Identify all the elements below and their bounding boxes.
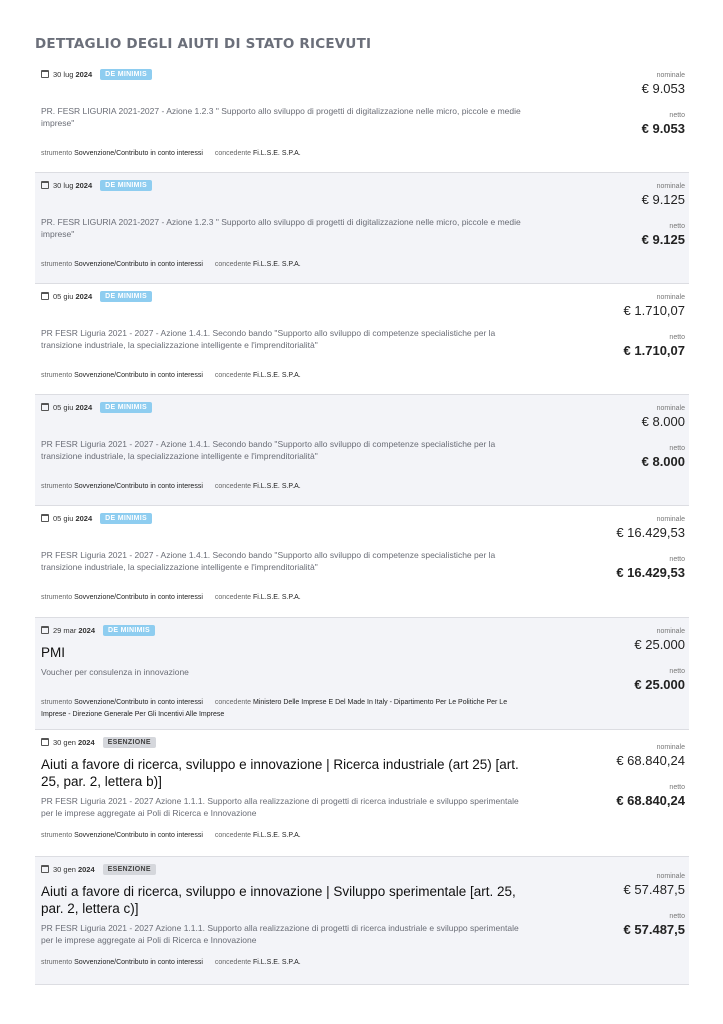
nominale-amount: € 1.710,07 [623,303,685,318]
date-year: 2024 [77,864,95,874]
net-amount-block [634,668,685,692]
card-footer [41,830,511,842]
card-meta [41,623,683,637]
netto-label: netto [669,445,685,452]
aid-card [35,857,689,985]
card-meta [41,400,683,414]
aid-card [35,506,689,618]
net-amount-block [642,445,685,469]
concedente-label: concedente [214,832,252,839]
strumento-value: Sovvenzione/Contributo in conto interessi [74,832,203,839]
aid-type-badge: ESENZIONE [103,737,156,748]
calendar-icon [41,738,49,746]
card-footer [41,697,511,721]
aid-card [35,62,689,173]
card-footer [41,481,511,493]
nominal-amount-block [642,72,685,96]
netto-label: netto [669,112,685,119]
strumento-value: Sovvenzione/Contributo in conto interessi [74,150,203,157]
aid-card [35,618,689,730]
card-meta [41,67,683,81]
concedente-value: Fi.L.S.E. S.P.A. [253,372,301,379]
nominal-amount-block [634,628,685,652]
concedente-value: Fi.L.S.E. S.P.A. [253,483,301,490]
card-body [41,756,531,819]
card-footer [41,148,511,160]
concedente-value: Fi.L.S.E. S.P.A. [253,150,301,157]
calendar-icon [41,292,49,300]
nominale-amount: € 8.000 [641,414,685,429]
concedente-value: Fi.L.S.E. S.P.A. [253,959,301,966]
netto-amount: € 9.125 [641,232,685,247]
date-year: 2024 [78,625,96,635]
aid-type-badge: DE MINIMIS [103,625,155,636]
net-amount-block [642,112,685,136]
nominale-label: nominale [656,744,685,751]
netto-amount: € 8.000 [641,454,685,469]
aid-card [35,395,689,506]
card-meta [41,289,683,303]
date-year: 2024 [75,402,93,412]
aid-description: Voucher per consulenza in innovazione [41,667,189,677]
net-amount-block [616,784,685,808]
aid-title: Aiuti a favore di ricerca, sviluppo e innovazione | Ricerca industriale (art 25) [art. 25, par. 2, lettera b)] [41,757,519,789]
card-meta [41,511,683,525]
nominale-label: nominale [656,294,685,301]
strumento-value: Sovvenzione/Contributo in conto interessi [74,261,203,268]
concedente-label: concedente [214,372,252,379]
date-day: 05 giu [53,513,74,523]
date-day: 29 mar [53,625,77,635]
concedente-label: concedente [214,483,252,490]
nominal-amount-block [616,744,685,768]
netto-amount: € 68.840,24 [616,793,685,808]
card-body [41,105,531,129]
card-meta [41,178,683,192]
card-body [41,644,531,678]
strumento-value: Sovvenzione/Contributo in conto interessi [74,594,203,601]
nominale-amount: € 57.487,5 [623,882,685,897]
aid-description: PR FESR Liguria 2021 - 2027 - Azione 1.4.1. Secondo bando "Supporto allo sviluppo di competenze specialistiche per la transizione industriale, la specializzazione intelligente e l'imprenditorialità" [41,439,496,461]
netto-amount: € 57.487,5 [623,922,685,937]
aid-card [35,284,689,395]
concedente-value: Fi.L.S.E. S.P.A. [253,832,301,839]
card-body [41,438,531,462]
strumento-value: Sovvenzione/Contributo in conto interessi [74,959,203,966]
calendar-icon [41,403,49,411]
concedente-label: concedente [214,261,252,268]
aid-description: PR. FESR LIGURIA 2021-2027 - Azione 1.2.3 " Supporto allo sviluppo di progetti di digitalizzazione nelle micro, piccole e medie imprese" [41,106,521,128]
strumento-label: strumento [41,699,73,706]
strumento-label: strumento [41,959,73,966]
concedente-label: concedente [214,959,252,966]
aid-card [35,173,689,284]
netto-label: netto [669,784,685,791]
nominale-amount: € 25.000 [634,637,685,652]
aid-description: PR FESR Liguria 2021 - 2027 - Azione 1.4.1. Secondo bando "Supporto allo sviluppo di competenze specialistiche per la transizione industriale, la specializzazione intelligente e l'imprenditorialità" [41,328,496,350]
calendar-icon [41,626,49,634]
nominal-amount-block [624,294,685,318]
nominale-label: nominale [656,183,685,190]
net-amount-block [642,223,685,247]
concedente-value: Fi.L.S.E. S.P.A. [253,594,301,601]
aid-description: PR FESR Liguria 2021 - 2027 Azione 1.1.1. Supporto alla realizzazione di progetti di ricerca industriale e sviluppo sperimentale per le imprese aggregate ai Poli di Ricerca e Innovazione [41,796,519,818]
card-meta [41,862,683,876]
aid-list [35,62,689,985]
aid-description: PR FESR Liguria 2021 - 2027 Azione 1.1.1. Supporto alla realizzazione di progetti di ricerca industriale e sviluppo sperimentale per le imprese aggregate ai Poli di Ricerca e Innovazione [41,923,519,945]
strumento-label: strumento [41,372,73,379]
aid-card [35,730,689,857]
netto-label: netto [669,334,685,341]
card-meta [41,735,683,749]
netto-amount: € 16.429,53 [616,565,685,580]
nominal-amount-block [624,873,685,897]
card-footer [41,259,511,271]
section-heading: DETTAGLIO DEGLI AIUTI DI STATO RICEVUTI [35,36,372,52]
card-body [41,883,531,946]
card-body [41,549,531,573]
date-day: 30 gen [53,864,76,874]
date-year: 2024 [77,737,95,747]
nominale-amount: € 16.429,53 [616,525,685,540]
strumento-value: Sovvenzione/Contributo in conto interessi [74,372,203,379]
aid-description: PR FESR Liguria 2021 - 2027 - Azione 1.4.1. Secondo bando "Supporto allo sviluppo di competenze specialistiche per la transizione industriale, la specializzazione intelligente e l'imprenditorialità" [41,550,496,572]
netto-label: netto [669,223,685,230]
date-day: 30 lug [53,69,74,79]
aid-title: Aiuti a favore di ricerca, sviluppo e innovazione | Sviluppo sperimentale [art. 25, par. 2, lettera c)] [41,884,516,916]
aid-type-badge: DE MINIMIS [100,180,152,191]
netto-amount: € 9.053 [641,121,685,136]
concedente-value: Fi.L.S.E. S.P.A. [253,261,301,268]
nominale-label: nominale [656,405,685,412]
calendar-icon [41,514,49,522]
aid-type-badge: DE MINIMIS [100,291,152,302]
card-footer [41,592,511,604]
netto-amount: € 1.710,07 [623,343,685,358]
strumento-value: Sovvenzione/Contributo in conto interessi [74,483,203,490]
strumento-label: strumento [41,483,73,490]
date-year: 2024 [75,69,93,79]
net-amount-block [624,334,685,358]
date-year: 2024 [75,291,93,301]
netto-amount: € 25.000 [634,677,685,692]
date-day: 30 lug [53,180,74,190]
aid-description: PR. FESR LIGURIA 2021-2027 - Azione 1.2.3 " Supporto allo sviluppo di progetti di digitalizzazione nelle micro, piccole e medie imprese" [41,217,521,239]
date-day: 05 giu [53,402,74,412]
card-body [41,216,531,240]
nominale-label: nominale [656,628,685,635]
card-footer [41,957,511,969]
nominale-amount: € 68.840,24 [616,753,685,768]
concedente-label: concedente [214,594,252,601]
nominale-label: nominale [656,873,685,880]
nominal-amount-block [642,183,685,207]
netto-label: netto [669,668,685,675]
aid-type-badge: ESENZIONE [103,864,156,875]
strumento-label: strumento [41,261,73,268]
calendar-icon [41,70,49,78]
strumento-value: Sovvenzione/Contributo in conto interessi [74,699,203,706]
aid-title: PMI [41,645,66,660]
nominale-amount: € 9.125 [641,192,685,207]
net-amount-block [624,913,685,937]
date-year: 2024 [75,180,93,190]
nominale-amount: € 9.053 [641,81,685,96]
nominal-amount-block [642,405,685,429]
calendar-icon [41,865,49,873]
nominale-label: nominale [656,516,685,523]
nominale-label: nominale [656,72,685,79]
concedente-label: concedente [214,150,252,157]
strumento-label: strumento [41,594,73,601]
aid-type-badge: DE MINIMIS [100,402,152,413]
strumento-label: strumento [41,832,73,839]
concedente-label: concedente [214,699,252,706]
card-footer [41,370,511,382]
calendar-icon [41,181,49,189]
netto-label: netto [669,913,685,920]
nominal-amount-block [616,516,685,540]
net-amount-block [616,556,685,580]
strumento-label: strumento [41,150,73,157]
concedente-value: Ministero Delle Imprese E Del Made In Italy - Dipartimento Per Le Politiche Per Le Imprese - Direzione Generale Per Gli Incentivi Alle Imprese [41,699,508,718]
card-body [41,327,531,351]
date-day: 30 gen [53,737,76,747]
date-year: 2024 [75,513,93,523]
date-day: 05 giu [53,291,74,301]
aid-type-badge: DE MINIMIS [100,513,152,524]
aid-type-badge: DE MINIMIS [100,69,152,80]
netto-label: netto [669,556,685,563]
